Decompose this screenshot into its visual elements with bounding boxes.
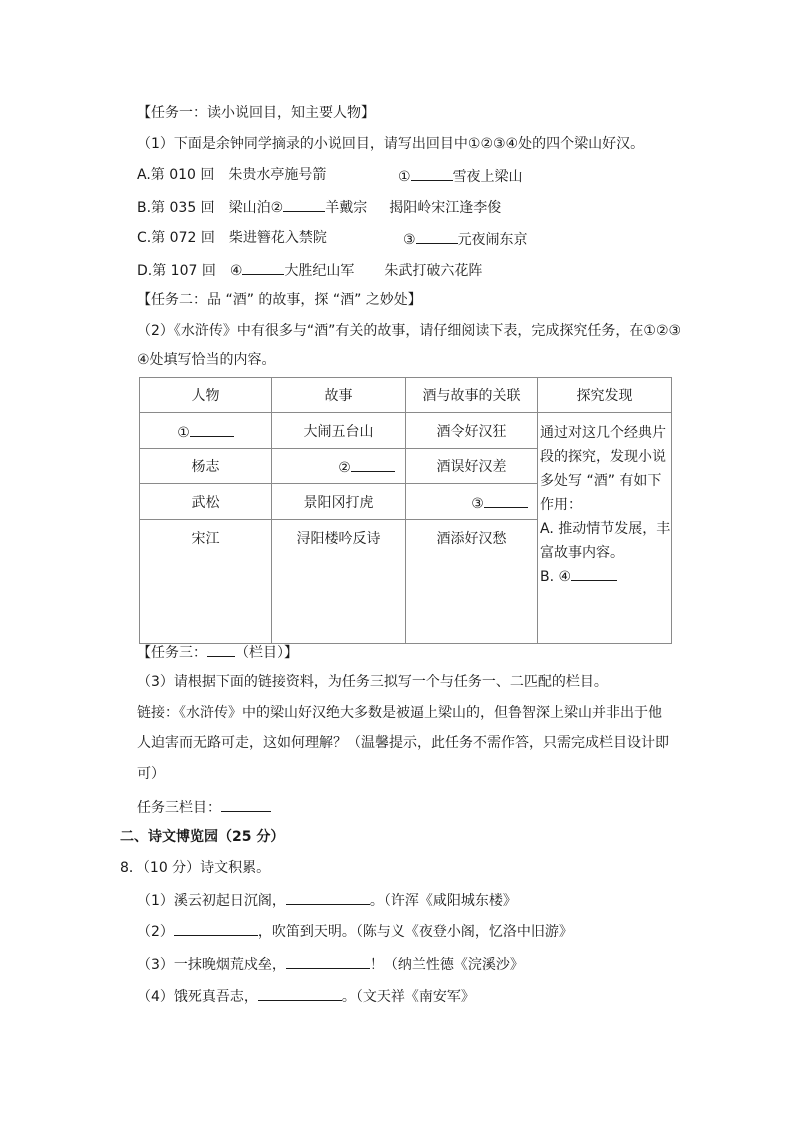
poem-3-post: ！（纳兰性德《浣溪沙》 (369, 957, 524, 973)
task3-title-blank[interactable] (207, 641, 235, 657)
link-text-line2: 人迫害而无路可走，这如何理解？（温馨提示，此任务不需作答，只需完成栏目设计即 (137, 735, 669, 751)
poem-item-1 (137, 889, 517, 911)
chapter-row-d (137, 259, 482, 281)
blank-mark-t2: ② (338, 460, 351, 476)
poem-1-pre: （1）溪云初起日沉阁， (137, 893, 286, 909)
chapter-row-a-second (398, 165, 523, 187)
chapter-b-text-2: 羊戴宗 (325, 200, 368, 216)
question-2-line2: ④处填写恰当的内容。 (137, 352, 276, 368)
cell-story-4: 浔阳楼吟反诗 (272, 520, 406, 644)
poem-item-3 (137, 953, 524, 975)
finding-line: 多处写 “酒” 有如下 (540, 473, 662, 489)
table-answer-blank-2[interactable] (351, 456, 395, 472)
header-person: 人物 (140, 378, 272, 413)
poem-item-2 (137, 920, 573, 942)
header-story: 故事 (272, 378, 406, 413)
chapter-c-text: C.第 072 回 柴进簪花入禁院 (137, 230, 327, 246)
cell-story-2 (272, 449, 406, 484)
finding-line-b (540, 565, 671, 589)
question-3: （3）请根据下面的链接资料，为任务三拟写一个与任务一、二匹配的栏目。 (137, 674, 608, 690)
question-2-line1: （2）《水浒传》中有很多与“酒”有关的故事，请仔细阅读下表，完成探究任务，在①②③ (137, 323, 682, 339)
poem-2-pre: （2） (137, 924, 174, 940)
chapter-row-b (137, 196, 501, 218)
blank-mark-t3: ③ (471, 495, 484, 512)
link-text-line1: 链接：《水浒传》中的梁山好汉绝大多数是被逼上梁山的，但鲁智深上梁山并非出于他 (137, 705, 662, 721)
table-answer-blank-1[interactable] (190, 421, 234, 437)
poem-1-post: 。（许浑《咸阳城东楼》 (369, 893, 517, 909)
task3-title-pre: 【任务三： (137, 645, 207, 661)
cell-link-2: 酒误好汉差 (406, 449, 538, 484)
poem-4-post: 。（文天祥《南安军》 (341, 989, 475, 1005)
poem-blank-1[interactable] (286, 889, 370, 905)
task3-column-label: 任务三栏目： (137, 800, 221, 816)
cell-person-1 (140, 413, 272, 449)
task2-title: 【任务二：品 “酒” 的故事，探 “酒” 之妙处】 (137, 292, 422, 308)
poem-item-4 (137, 985, 475, 1007)
poem-blank-3[interactable] (286, 953, 370, 969)
cell-person-3: 武松 (140, 484, 272, 520)
chapter-d-second-text: 朱武打破六花阵 (384, 263, 483, 279)
finding-line: A. 推动情节发展，丰 (540, 521, 671, 537)
cell-link-3 (406, 484, 538, 520)
chapter-row-a (137, 165, 326, 185)
cell-person-4: 宋江 (140, 520, 272, 644)
question-8: 8．（10 分）诗文积累。 (120, 860, 271, 876)
chapter-b-text-1: B.第 035 回 梁山泊② (137, 200, 284, 216)
cell-finding (538, 413, 672, 644)
cell-link-4: 酒添好汉愁 (406, 520, 538, 644)
task1-title: 【任务一：读小说回目，知主要人物】 (137, 105, 375, 121)
question-1: （1）下面是余钟同学摘录的小说回目，请写出回目中①②③④处的四个梁山好汉。 (137, 136, 645, 152)
task3-title (137, 641, 298, 663)
finding-b-label: B. ④ (540, 569, 572, 585)
chapter-d-text-2: 大胜纪山军 (284, 263, 355, 279)
poem-4-pre: （4）饿死真吾志， (137, 989, 258, 1005)
blank-mark-t1: ① (177, 424, 190, 441)
chapter-a-text: A.第 010 回 朱贵水亭施号箭 (137, 167, 327, 183)
finding-line: 通过对这几个经典片 (540, 425, 666, 441)
answer-blank-3[interactable] (416, 228, 458, 244)
table-answer-blank-3[interactable] (484, 492, 528, 508)
finding-line: 富故事内容。 (540, 545, 624, 561)
blank-mark-3: ③ (403, 232, 416, 248)
chapter-c-second-text: 元夜闹东京 (457, 232, 528, 248)
cell-story-3: 景阳冈打虎 (272, 484, 406, 520)
task3-column (137, 796, 271, 818)
finding-line: 段的探究，发现小说 (540, 449, 666, 465)
blank-mark-1: ① (398, 169, 411, 185)
chapter-d-text-1: D.第 107 回 ④ (137, 263, 243, 279)
chapter-b-second-text: 揭阳岭宋江逢李俊 (389, 200, 502, 216)
task3-title-post: （栏目）】 (235, 645, 298, 661)
cell-link-1: 酒令好汉狂 (406, 413, 538, 449)
answer-blank-1[interactable] (411, 165, 453, 181)
table-header-row (140, 378, 672, 413)
table-row (140, 413, 672, 449)
header-link: 酒与故事的关联 (406, 378, 538, 413)
chapter-row-c-second (403, 228, 528, 250)
answer-blank-2[interactable] (283, 196, 325, 212)
cell-story-1: 大闹五台山 (272, 413, 406, 449)
task3-column-blank[interactable] (221, 796, 271, 812)
poem-2-post: ，吹笛到天明。（陈与义《夜登小阁，忆洛中旧游》 (257, 924, 573, 940)
chapter-row-c (137, 228, 327, 248)
poem-blank-2[interactable] (174, 920, 258, 936)
header-finding: 探究发现 (538, 378, 672, 413)
table-answer-blank-4[interactable] (571, 565, 617, 581)
poem-blank-4[interactable] (258, 985, 342, 1001)
finding-line: 作用： (540, 497, 582, 513)
link-text-line3: 可） (137, 766, 165, 782)
inquiry-table (139, 377, 672, 644)
answer-blank-4[interactable] (242, 259, 284, 275)
section2-title: 二、诗文博览园（25 分） (120, 829, 285, 845)
chapter-a-second-text: 雪夜上梁山 (452, 169, 523, 185)
poem-3-pre: （3）一抹晚烟荒戍垒， (137, 957, 286, 973)
cell-person-2: 杨志 (140, 449, 272, 484)
